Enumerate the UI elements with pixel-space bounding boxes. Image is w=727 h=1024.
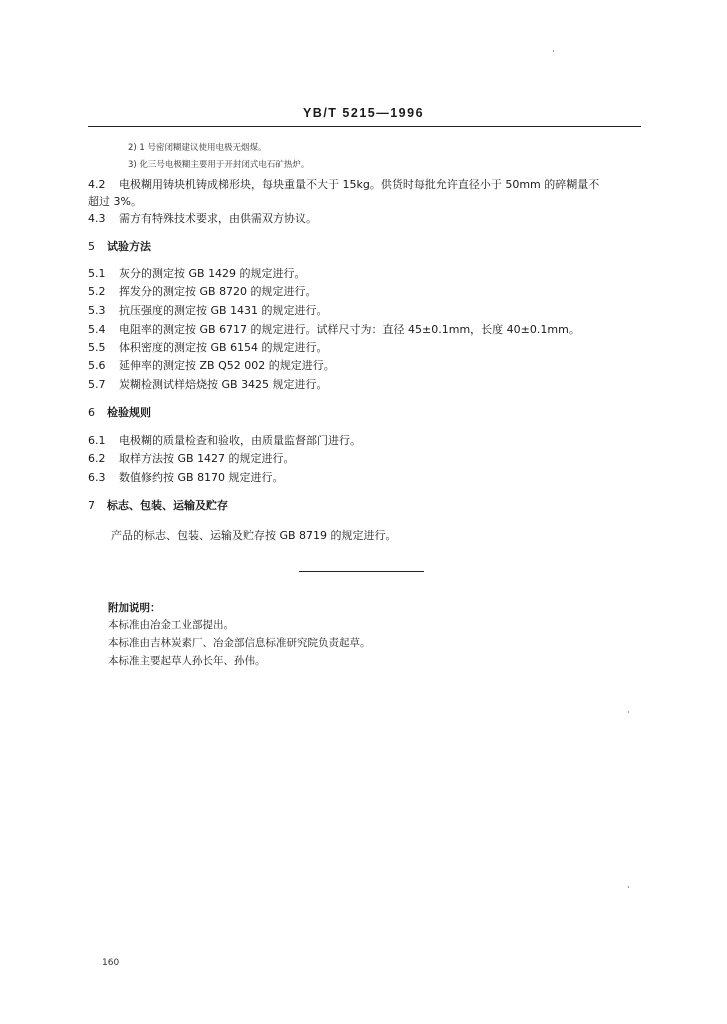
clause-number: 5.6 [88,359,106,372]
clause-number: 6.3 [88,471,106,484]
section-6-heading [88,404,151,420]
clause-text: 挥发分的测定按 GB 8720 的规定进行。 [119,285,317,298]
clause-6-2 [88,450,295,466]
clause-text: 延伸率的测定按 ZB Q52 002 的规定进行。 [119,359,335,372]
clause-5-7 [88,376,328,392]
header-rule [88,126,641,127]
clause-4-3 [88,210,317,226]
section-7-heading [88,497,228,513]
clause-5-1 [88,265,306,281]
clause-number: 4.3 [88,212,106,225]
scan-speck [628,711,629,713]
section-number: 5 [88,240,95,253]
clause-text: 需方有特殊技术要求，由供需双方协议。 [119,212,317,225]
section-title: 检验规则 [107,406,151,419]
section-title: 试验方法 [107,240,151,253]
clause-text: 炭糊检测试样焙烧按 GB 3425 规定进行。 [119,378,328,391]
clause-4-2-continuation: 超过 3%。 [88,195,142,208]
footnote-3: 3) 化三号电极糊主要用于开封闭式电石矿热炉。 [128,160,310,170]
clause-text: 抗压强度的测定按 GB 1431 的规定进行。 [119,304,328,317]
clause-number: 5.5 [88,341,106,354]
clause-number: 5.2 [88,285,106,298]
clause-number: 6.2 [88,452,106,465]
clause-text: 数值修约按 GB 8170 规定进行。 [119,471,284,484]
clause-number: 5.4 [88,323,106,336]
page-number: 160 [102,958,120,968]
clause-number: 5.3 [88,304,106,317]
clause-number: 5.7 [88,378,106,391]
scan-speck [628,886,629,888]
clause-number: 6.1 [88,434,106,447]
clause-text: 灰分的测定按 GB 1429 的规定进行。 [119,267,306,280]
clause-5-4 [88,321,580,337]
section-number: 7 [88,499,95,512]
section-number: 6 [88,406,95,419]
clause-6-3 [88,469,284,485]
page-header-title: YB/T 5215—1996 [302,106,425,120]
section-title: 标志、包装、运输及贮存 [107,499,228,512]
section-5-heading [88,238,151,254]
clause-number: 4.2 [88,178,106,191]
clause-text: 电阻率的测定按 GB 6717 的规定进行。试样尺寸为：直径 45±0.1mm，长度 40±0.1mm。 [119,323,580,336]
clause-5-2 [88,283,317,299]
additional-note-line: 本标准由吉林炭素厂、冶金部信息标准研究院负责起草。 [108,637,371,649]
additional-notes-title: 附加说明： [108,602,161,614]
clause-text: 电极糊用铸块机铸成梯形块，每块重量不大于 15kg。供货时每批允许直径小于 50mm 的碎糊量不 [119,178,600,191]
clause-text: 体积密度的测定按 GB 6154 的规定进行。 [119,341,328,354]
clause-text: 取样方法按 GB 1427 的规定进行。 [119,452,295,465]
section-7-body: 产品的标志、包装、运输及贮存按 GB 8719 的规定进行。 [111,529,397,542]
clause-5-3 [88,302,328,318]
clause-4-2 [88,176,599,192]
footnote-2: 2) 1 号密闭糊建议使用电极无烟煤。 [128,143,267,153]
additional-note-line: 本标准主要起草人孙长年、孙伟。 [108,655,266,667]
clause-number: 5.1 [88,267,106,280]
clause-5-5 [88,339,328,355]
clause-5-6 [88,357,335,373]
additional-note-line: 本标准由冶金工业部提出。 [108,619,234,631]
end-of-standard-rule [299,571,424,572]
clause-6-1 [88,432,361,448]
scan-speck [553,50,554,52]
clause-text: 电极糊的质量检查和验收，由质量监督部门进行。 [119,434,361,447]
